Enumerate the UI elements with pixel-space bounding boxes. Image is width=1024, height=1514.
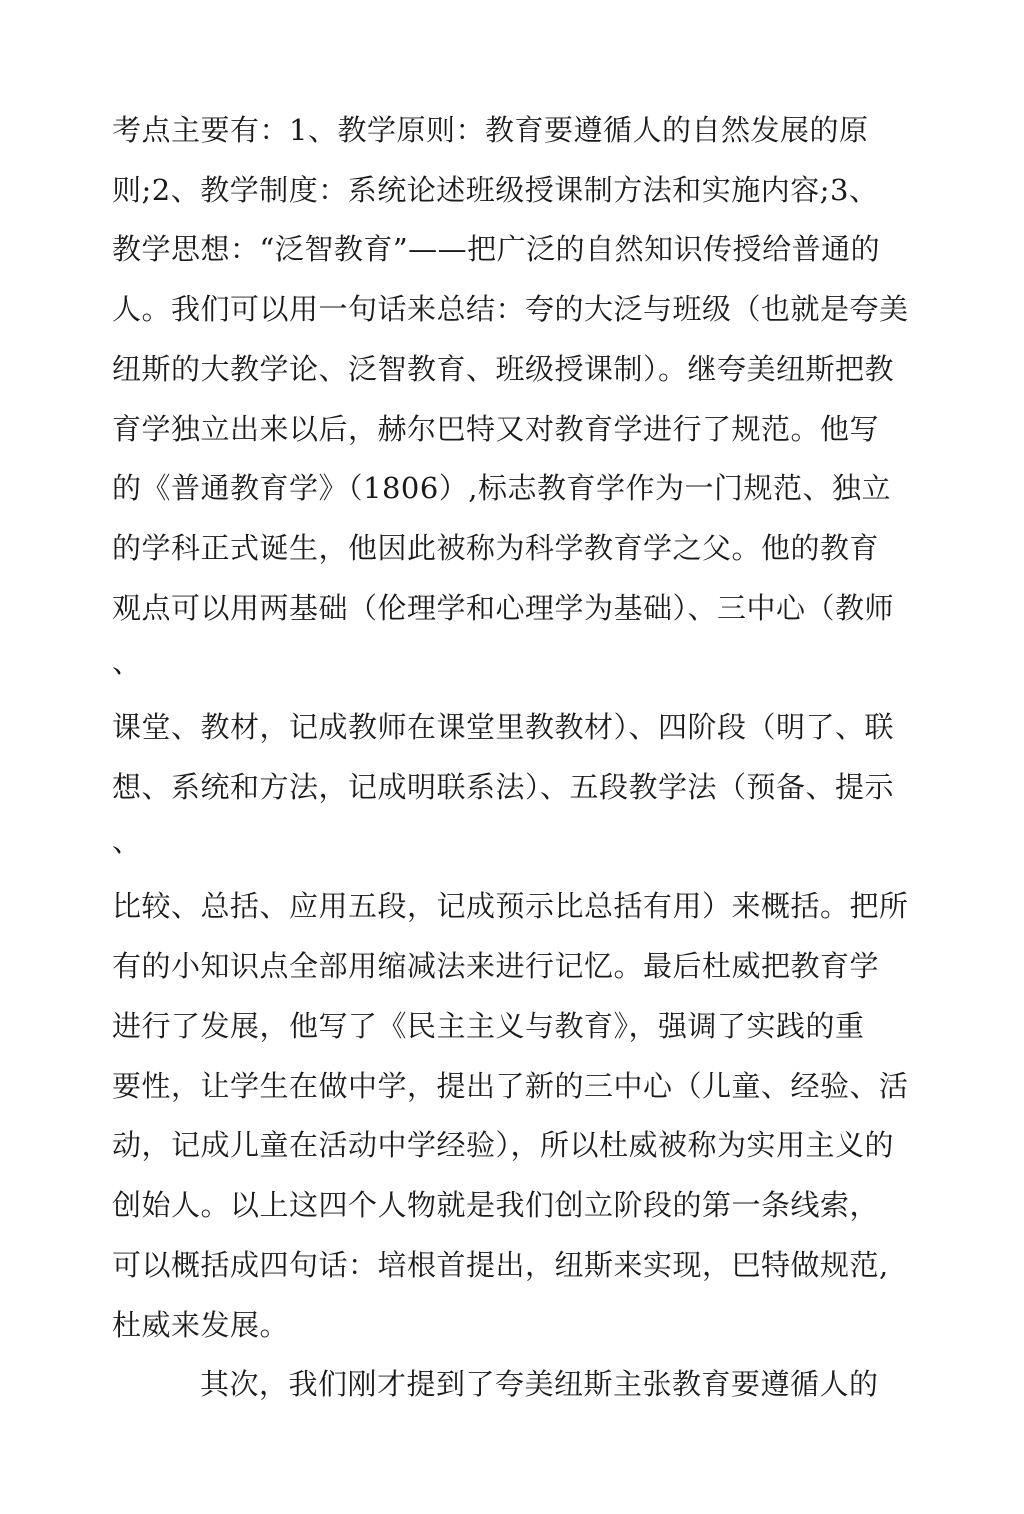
text-line: 、 — [112, 645, 142, 679]
text-line: 考点主要有：1、教学原则：教育要遵循人的自然发展的原 — [112, 113, 869, 147]
text-line: 要性，让学生在做中学，提出了新的三中心（儿童、经验、活 — [112, 1069, 909, 1103]
text-line: 创始人。以上这四个人物就是我们创立阶段的第一条线索， — [112, 1188, 880, 1222]
text-line: 人。我们可以用一句话来总结：夸的大泛与班级（也就是夸美 — [112, 292, 909, 326]
text-line: 观点可以用两基础（伦理学和心理学为基础）、三中心（教师 — [112, 591, 895, 625]
text-line: 有的小知识点全部用缩减法来进行记忆。最后杜威把教育学 — [112, 949, 880, 983]
text-line: 则;2、教学制度：系统论述班级授课制方法和实施内容;3、 — [112, 173, 879, 207]
text-line: 课堂、教材，记成教师在课堂里教教材）、四阶段（明了、联 — [112, 710, 895, 744]
text-line: 的学科正式诞生，他因此被称为科学教育学之父。他的教育 — [112, 531, 880, 565]
text-line: 育学独立出来以后，赫尔巴特又对教育学进行了规范。他写 — [112, 412, 880, 446]
text-line: 比较、总括、应用五段，记成预示比总括有用）来概括。把所 — [112, 889, 909, 923]
text-line: 杜威来发展。 — [112, 1308, 290, 1342]
text-line: 的《普通教育学》（1806）,标志教育学作为一门规范、独立 — [112, 471, 892, 505]
text-line: 、 — [112, 824, 142, 858]
text-line: 进行了发展，他写了《民主主义与教育》，强调了实践的重 — [112, 1009, 865, 1043]
text-line: 可以概括成四句话：培根首提出，纽斯来实现，巴特做规范, — [112, 1248, 889, 1282]
text-line: 想、系统和方法，记成明联系法）、五段教学法（预备、提示 — [112, 770, 895, 804]
text-line: 纽斯的大教学论、泛智教育、班级授课制）。继夸美纽斯把教 — [112, 352, 895, 386]
paragraph-start-line: 其次，我们刚才提到了夸美纽斯主张教育要遵循人的 — [200, 1367, 879, 1401]
text-line: 动，记成儿童在活动中学经验），所以杜威被称为实用主义的 — [112, 1128, 895, 1162]
text-line: 教学思想：“泛智教育”——把广泛的自然知识传授给普通的 — [112, 232, 881, 266]
